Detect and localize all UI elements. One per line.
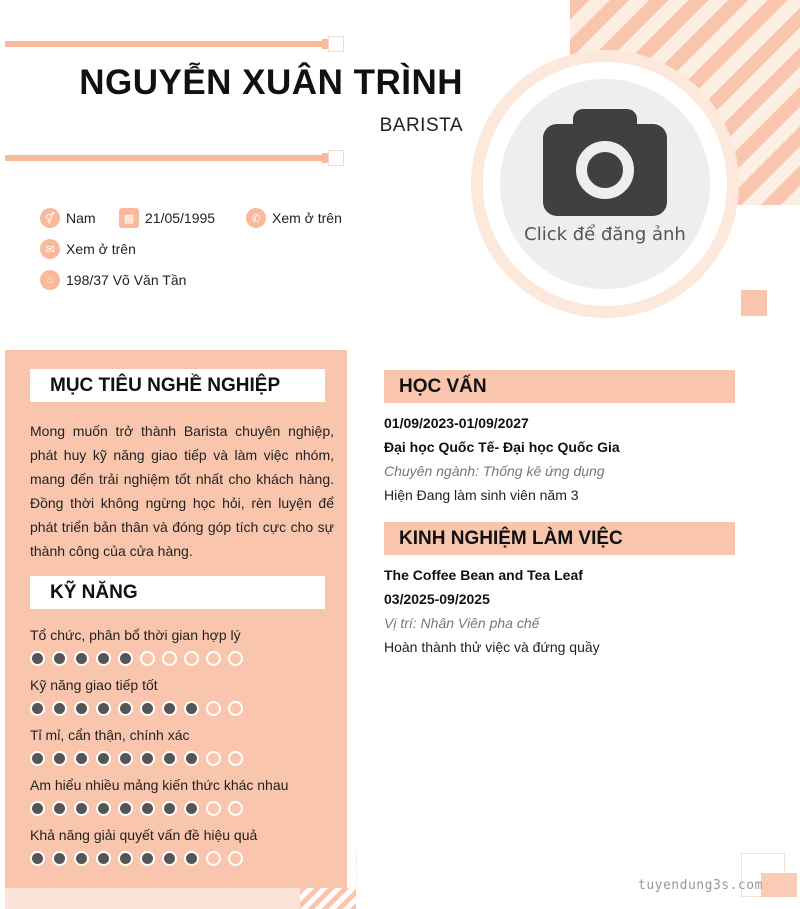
rating-dot-empty (184, 651, 199, 666)
education-school[interactable]: Đại học Quốc Tế- Đại học Quốc Gia (384, 439, 620, 455)
rating-dot-filled (52, 851, 67, 866)
header-bar-bottom (5, 155, 328, 161)
rating-dot-filled (52, 801, 67, 816)
rating-dot-filled (30, 651, 45, 666)
email-icon: ✉ (40, 239, 60, 259)
contact-phone[interactable] (246, 208, 342, 228)
contact-phone-value: Xem ở trên (272, 210, 342, 226)
watermark: tuyendung3s.com (638, 878, 763, 893)
header-bar-bottom-end (328, 150, 344, 166)
decorative-dashed-line (356, 850, 357, 890)
rating-dot-empty (206, 651, 221, 666)
contact-email[interactable] (40, 239, 136, 259)
rating-dot-filled (118, 801, 133, 816)
candidate-name[interactable]: NGUYỄN XUÂN TRÌNH (79, 63, 463, 102)
rating-dot-filled (184, 751, 199, 766)
skill-rating (30, 651, 330, 666)
objective-heading[interactable]: MỤC TIÊU NGHỀ NGHIỆP (30, 369, 325, 402)
rating-dot-empty (228, 851, 243, 866)
rating-dot-filled (140, 851, 155, 866)
skill-name: Tổ chức, phân bổ thời gian hợp lý (30, 627, 241, 643)
skill-item[interactable] (30, 677, 330, 716)
header-bar-top-end (328, 36, 344, 52)
rating-dot-filled (162, 801, 177, 816)
experience-description[interactable]: Hoàn thành thử việc và đứng quầy (384, 639, 600, 655)
header-bar-top (5, 41, 328, 47)
calendar-icon: ▦ (119, 208, 139, 228)
skill-item[interactable] (30, 827, 330, 866)
skill-rating (30, 701, 330, 716)
rating-dot-filled (162, 701, 177, 716)
rating-dot-filled (30, 751, 45, 766)
objective-text[interactable]: Mong muốn trở thành Barista chuyên nghiệp, phát huy kỹ năng giao tiếp và làm việc nhóm, mang đến trải nghiệm tốt nhất cho khách hàng. Đồng thời không ngừng học hỏi, rèn luyện để phát triển bản thân và đóng góp tích cực cho sự thành công của cửa hàng. (30, 423, 334, 559)
rating-dot-filled (96, 651, 111, 666)
experience-company[interactable]: The Coffee Bean and Tea Leaf (384, 567, 583, 583)
skill-rating (30, 851, 330, 866)
rating-dot-filled (184, 851, 199, 866)
decorative-square (741, 290, 767, 316)
rating-dot-filled (74, 851, 89, 866)
contact-address-value: 198/37 Võ Văn Tần (66, 272, 187, 288)
gender-icon: ⚥ (40, 208, 60, 228)
skill-name: Khả năng giải quyết vấn đề hiệu quả (30, 827, 258, 843)
rating-dot-filled (30, 801, 45, 816)
skill-rating (30, 801, 330, 816)
skill-item[interactable] (30, 627, 330, 666)
rating-dot-filled (140, 801, 155, 816)
rating-dot-empty (206, 751, 221, 766)
skill-name: Am hiểu nhiều mảng kiến thức khác nhau (30, 777, 289, 793)
rating-dot-empty (140, 651, 155, 666)
rating-dot-filled (184, 701, 199, 716)
rating-dot-filled (140, 701, 155, 716)
rating-dot-filled (30, 701, 45, 716)
contact-address[interactable] (40, 270, 186, 290)
rating-dot-filled (52, 701, 67, 716)
rating-dot-empty (206, 701, 221, 716)
rating-dot-empty (228, 801, 243, 816)
rating-dot-filled (96, 701, 111, 716)
phone-icon: ✆ (246, 208, 266, 228)
rating-dot-filled (52, 651, 67, 666)
skill-name: Kỹ năng giao tiếp tốt (30, 677, 158, 693)
rating-dot-filled (96, 751, 111, 766)
photo-upload[interactable] (500, 79, 710, 289)
education-period[interactable]: 01/09/2023-01/09/2027 (384, 415, 529, 431)
rating-dot-filled (118, 701, 133, 716)
rating-dot-filled (30, 851, 45, 866)
education-major[interactable]: Chuyên ngành: Thống kê ứng dụng (384, 463, 605, 479)
rating-dot-filled (118, 651, 133, 666)
left-column-footer (5, 888, 347, 909)
education-status[interactable]: Hiện Đang làm sinh viên năm 3 (384, 487, 579, 503)
skill-item[interactable] (30, 727, 330, 766)
rating-dot-empty (228, 701, 243, 716)
contact-birthday-value: 21/05/1995 (145, 210, 216, 226)
rating-dot-empty (228, 651, 243, 666)
rating-dot-empty (206, 801, 221, 816)
contact-email-value: Xem ở trên (66, 241, 136, 257)
decorative-fill-square (761, 873, 797, 897)
experience-period[interactable]: 03/2025-09/2025 (384, 591, 490, 607)
skills-heading[interactable]: KỸ NĂNG (30, 576, 325, 609)
contact-birthday[interactable] (119, 208, 215, 228)
experience-position[interactable]: Vị trí: Nhân Viên pha chế (384, 615, 540, 631)
rating-dot-filled (118, 851, 133, 866)
rating-dot-filled (118, 751, 133, 766)
rating-dot-filled (140, 751, 155, 766)
camera-lens-icon (576, 141, 634, 199)
education-heading[interactable]: HỌC VẤN (384, 370, 735, 403)
rating-dot-empty (162, 651, 177, 666)
rating-dot-filled (74, 801, 89, 816)
rating-dot-filled (74, 651, 89, 666)
rating-dot-filled (162, 851, 177, 866)
left-column-stripes (300, 888, 356, 909)
rating-dot-filled (74, 701, 89, 716)
skill-rating (30, 751, 330, 766)
contact-gender-value: Nam (66, 210, 96, 226)
contact-gender[interactable] (40, 208, 96, 228)
rating-dot-filled (96, 801, 111, 816)
photo-upload-label: Click để đăng ảnh (524, 224, 686, 245)
job-title[interactable]: BARISTA (379, 115, 463, 136)
skill-name: Tỉ mỉ, cẩn thận, chính xác (30, 727, 190, 743)
rating-dot-filled (162, 751, 177, 766)
rating-dot-filled (74, 751, 89, 766)
skill-item[interactable] (30, 777, 330, 816)
home-icon: ⌂ (40, 270, 60, 290)
rating-dot-filled (52, 751, 67, 766)
rating-dot-filled (184, 801, 199, 816)
rating-dot-empty (228, 751, 243, 766)
rating-dot-empty (206, 851, 221, 866)
rating-dot-filled (96, 851, 111, 866)
experience-heading[interactable]: KINH NGHIỆM LÀM VIỆC (384, 522, 735, 555)
